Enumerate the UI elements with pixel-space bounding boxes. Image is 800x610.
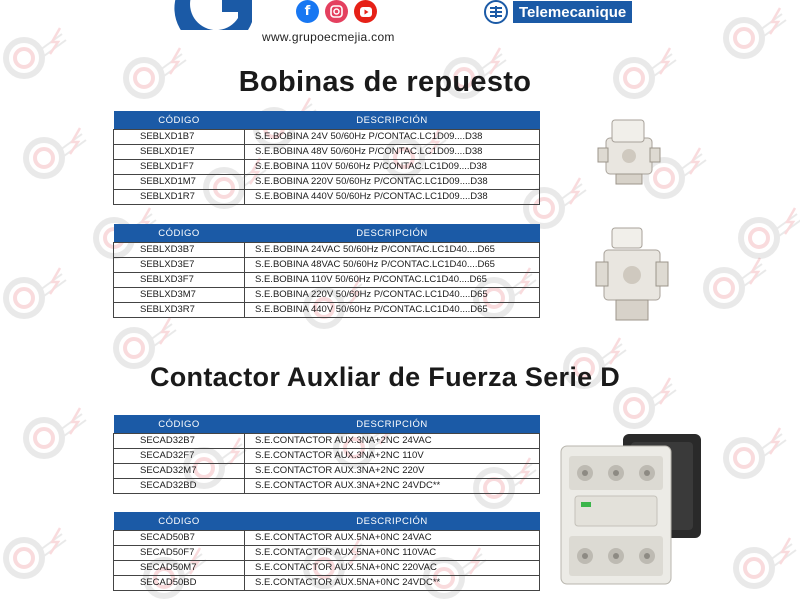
table-row [114,479,540,494]
cell-code: SEBLXD3E7 [114,258,245,273]
table-row [114,258,540,273]
table-row [114,546,540,561]
column-header-code: CÓDIGO [114,415,245,434]
social-links [296,0,377,23]
cell-code: SECAD50M7 [114,561,245,576]
cell-description: S.E.BOBINA 440V 50/60Hz P/CONTAC.LC1D40....D65 [245,303,540,318]
watermark-icon [720,420,790,490]
cell-code: SEBLXD3R7 [114,303,245,318]
column-header-description: DESCRIPCIÓN [245,111,540,130]
cell-code: SECAD32B7 [114,434,245,449]
table-row [114,190,540,205]
section-title-contactor: Contactor Auxliar de Fuerza Serie D [149,362,621,392]
cell-description: S.E.BOBINA 220V 50/60Hz P/CONTAC.LC1D09....D38 [245,175,540,190]
telemecanique-icon [484,0,508,24]
table-bobinas-d40 [113,224,540,318]
cell-code: SEBLXD3F7 [114,273,245,288]
brand-logo [484,0,632,24]
column-header-description: DESCRIPCIÓN [245,415,540,434]
cell-code: SECAD32BD [114,479,245,494]
brand-name: Telemecanique [513,1,632,23]
table-row [114,464,540,479]
watermark-icon [735,200,800,270]
cell-description: S.E.BOBINA 48V 50/60Hz P/CONTAC.LC1D09....D38 [245,145,540,160]
table-row [114,434,540,449]
cell-description: S.E.CONTACTOR AUX.3NA+2NC 24VDC** [245,479,540,494]
column-header-description: DESCRIPCIÓN [245,224,540,243]
table-row [114,449,540,464]
column-header-code: CÓDIGO [114,111,245,130]
cell-code: SEBLXD1B7 [114,130,245,145]
table-bobinas-d09 [113,111,540,205]
cell-description: S.E.BOBINA 220V 50/60Hz P/CONTAC.LC1D40....D65 [245,288,540,303]
column-header-description: DESCRIPCIÓN [245,512,540,531]
cell-description: S.E.CONTACTOR AUX.3NA+2NC 220V [245,464,540,479]
table-row [114,576,540,591]
section-title-bobinas: Bobinas de repuesto [238,66,532,98]
column-header-code: CÓDIGO [114,224,245,243]
coil-product-image [592,108,667,190]
cell-code: SEBLXD1M7 [114,175,245,190]
cell-description: S.E.BOBINA 110V 50/60Hz P/CONTAC.LC1D40....D65 [245,273,540,288]
cell-description: S.E.CONTACTOR AUX.5NA+0NC 24VDC** [245,576,540,591]
contactor-product-image [555,424,705,594]
column-header-code: CÓDIGO [114,512,245,531]
cell-code: SECAD50BD [114,576,245,591]
facebook-icon[interactable]: f [296,0,319,23]
cell-code: SECAD32F7 [114,449,245,464]
cell-description: S.E.CONTACTOR AUX.5NA+0NC 110VAC [245,546,540,561]
cell-description: S.E.CONTACTOR AUX.3NA+2NC 24VAC [245,434,540,449]
table-row [114,130,540,145]
table-row [114,160,540,175]
cell-description: S.E.CONTACTOR AUX.5NA+0NC 24VAC [245,531,540,546]
watermark-icon [720,0,790,70]
instagram-icon[interactable] [325,0,348,23]
cell-code: SEBLXD3M7 [114,288,245,303]
cell-description: S.E.BOBINA 110V 50/60Hz P/CONTAC.LC1D09....D38 [245,160,540,175]
cell-description: S.E.BOBINA 48VAC 50/60Hz P/CONTAC.LC1D40....D65 [245,258,540,273]
cell-code: SEBLXD1R7 [114,190,245,205]
coil-product-image [594,222,674,330]
table-row [114,175,540,190]
company-logo [170,0,270,30]
watermark-icon [730,530,800,600]
watermark-icon [20,120,90,190]
youtube-icon[interactable] [354,0,377,23]
cell-code: SEBLXD1E7 [114,145,245,160]
table-row [114,561,540,576]
cell-description: S.E.BOBINA 24V 50/60Hz P/CONTAC.LC1D09....D38 [245,130,540,145]
cell-description: S.E.CONTACTOR AUX.5NA+0NC 220VAC [245,561,540,576]
cell-code: SEBLXD3B7 [114,243,245,258]
table-contactor-32 [113,415,540,494]
cell-code: SEBLXD1F7 [114,160,245,175]
table-contactor-50 [113,512,540,591]
table-row [114,531,540,546]
cell-code: SECAD50F7 [114,546,245,561]
cell-description: S.E.BOBINA 440V 50/60Hz P/CONTAC.LC1D09....D38 [245,190,540,205]
table-row [114,273,540,288]
cell-description: S.E.CONTACTOR AUX.3NA+2NC 110V [245,449,540,464]
table-row [114,243,540,258]
watermark-icon [0,520,70,590]
table-row [114,288,540,303]
table-row [114,145,540,160]
table-row [114,303,540,318]
website-link[interactable]: www.grupoecmejia.com [262,30,395,44]
watermark-icon [700,250,770,320]
cell-code: SECAD32M7 [114,464,245,479]
cell-description: S.E.BOBINA 24VAC 50/60Hz P/CONTAC.LC1D40....D65 [245,243,540,258]
watermark-icon [0,260,70,330]
cell-code: SECAD50B7 [114,531,245,546]
watermark-icon [20,400,90,470]
